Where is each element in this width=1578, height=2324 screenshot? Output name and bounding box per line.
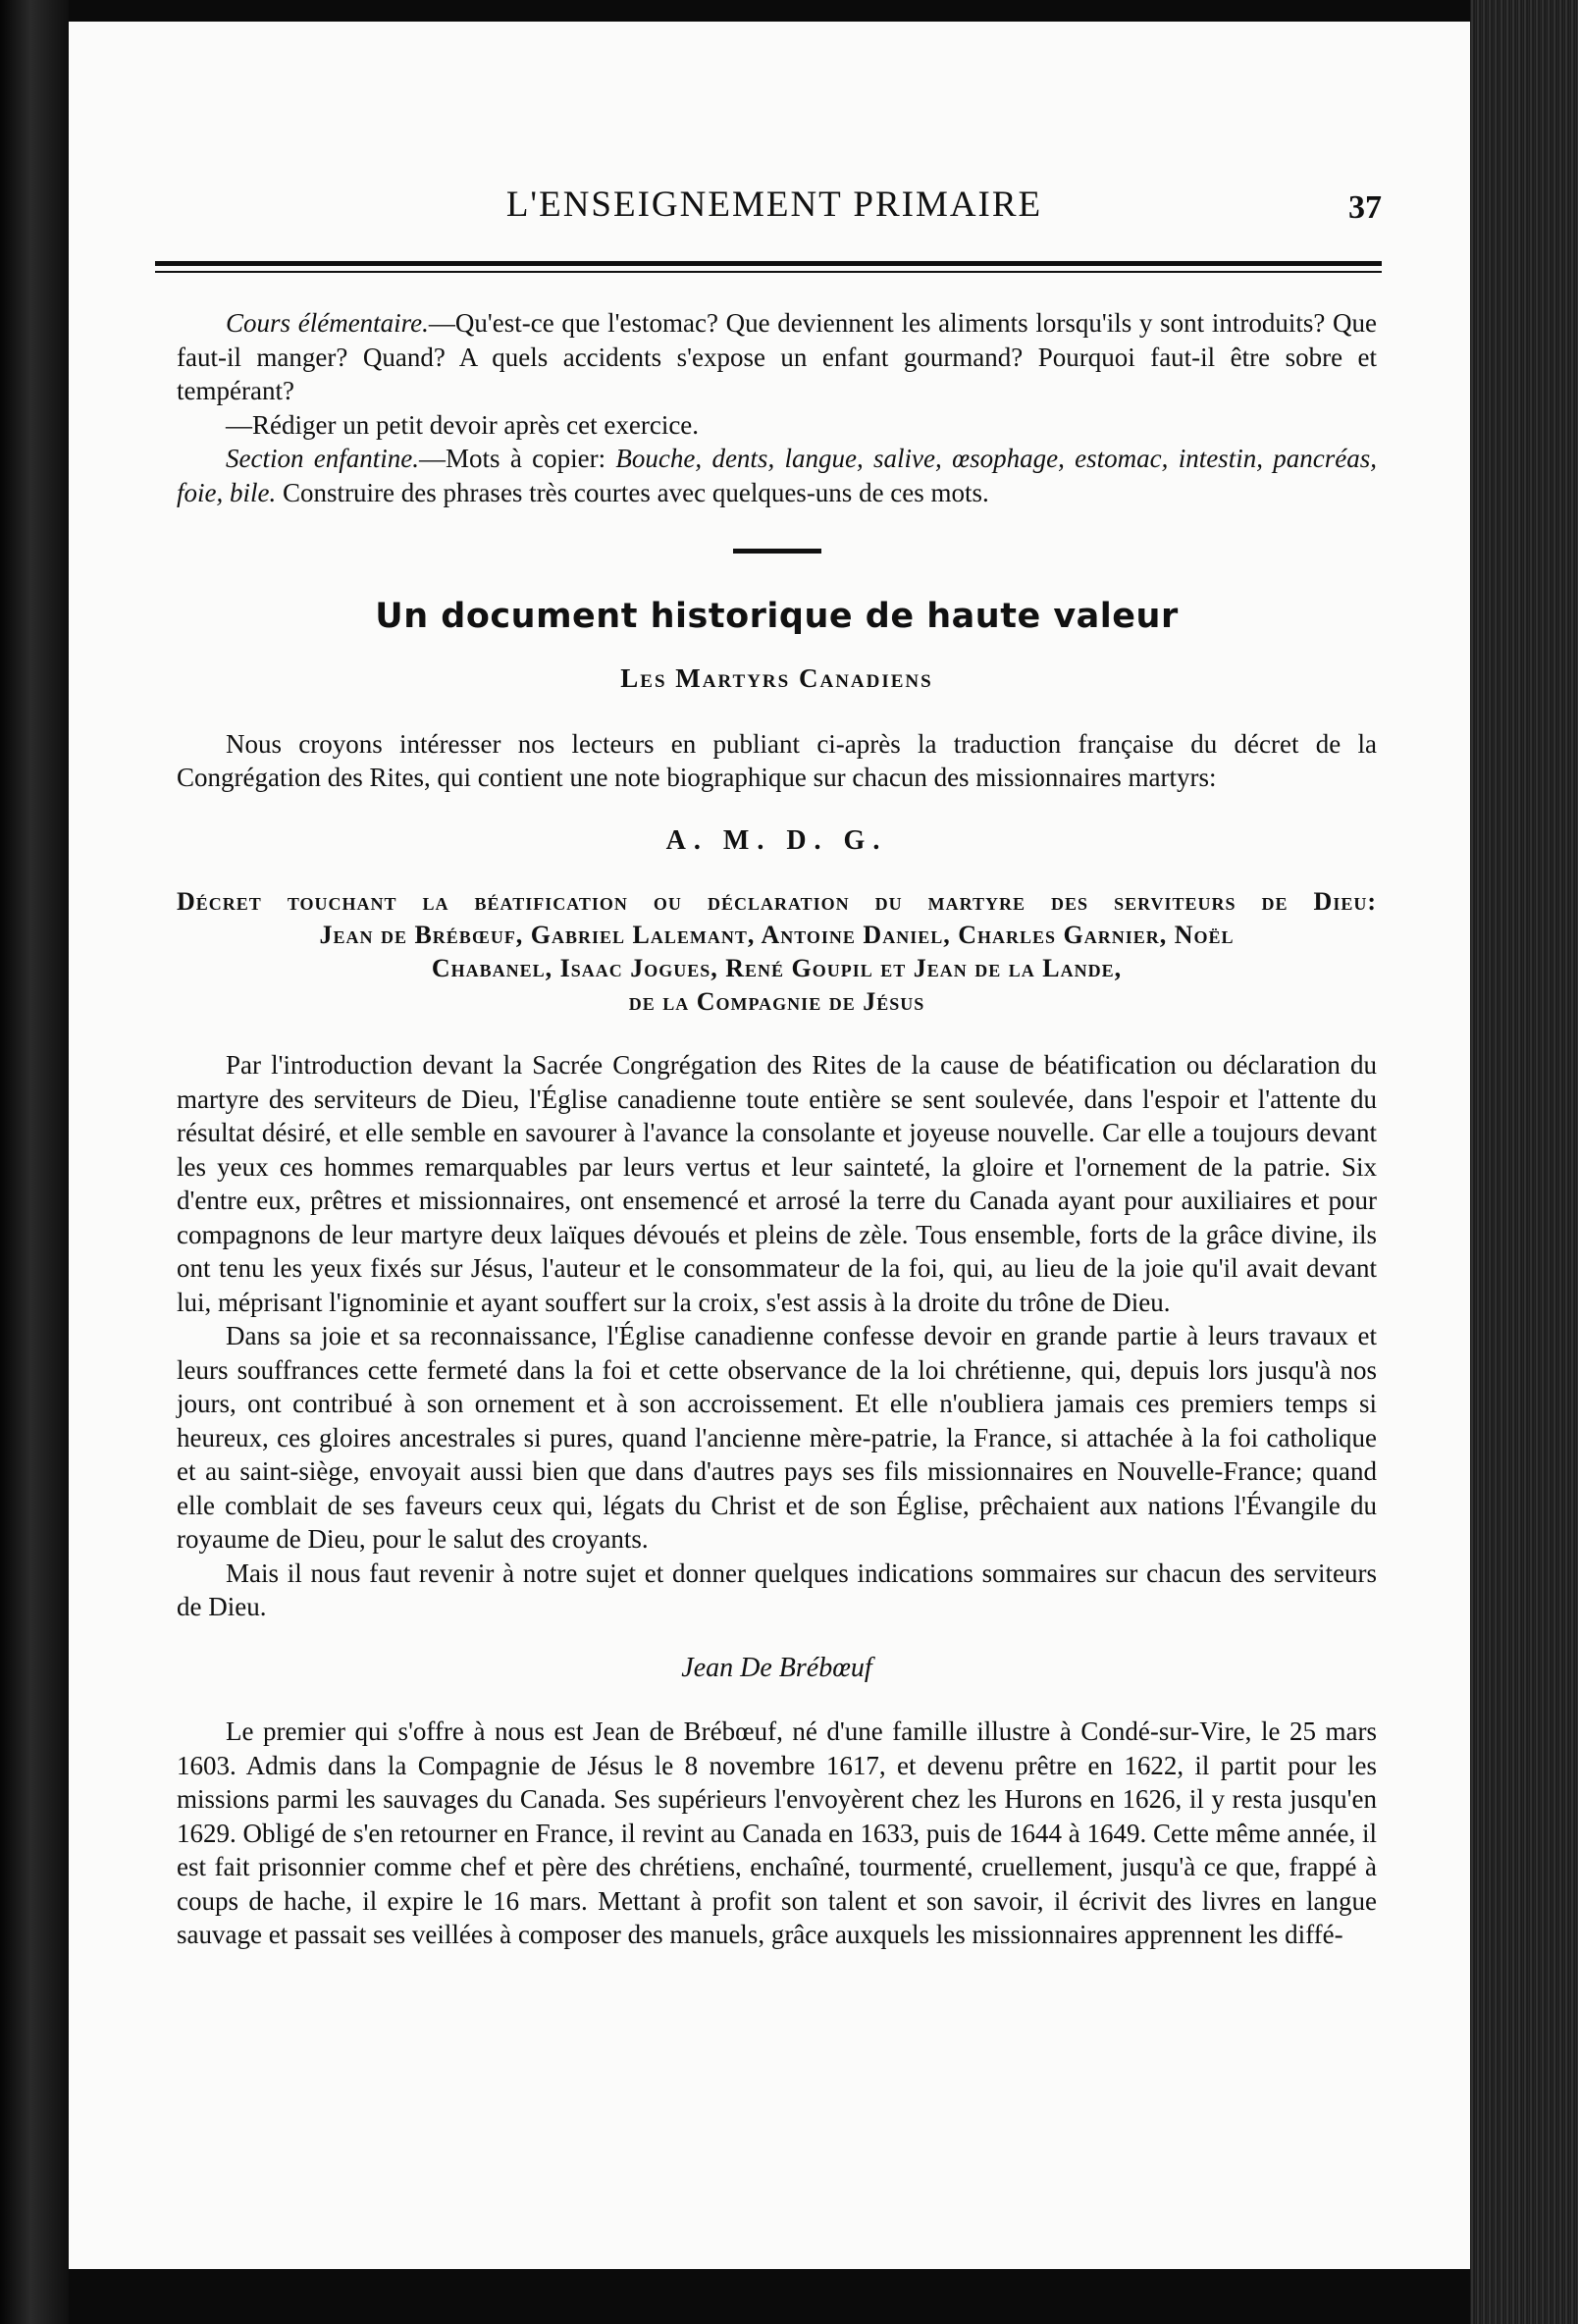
- body-paragraph-4: Le premier qui s'offre à nous est Jean de Brébœuf, né d'une famille illustre à Condé-sur-Vire, le 25 mars 1603. Admis dans la Compagnie de Jésus le 8 novembre 1617, et devenu prêtre en 1622, il partit pour les missions parmi les sauvages du Canada. Ses supérieurs l'envoyèrent chez les Hurons en 1626, il y resta jusqu'en 1629. Obligé de s'en retourner en France, il revint au Canada en 1633, puis de 1644 à 1649. Cette même année, il est fait prisonnier comme chef et père des chrétiens, enchaîné, tourmenté, cruellement, jusqu'à ce que, frappé à coups de hache, il expire le 16 mars. Mettant à profit son talent et son savoir, il écrivit des livres en langue sauvage et passait ses veillées à composer des manuels, grâce auxquels les missionnaires apprennent les diffé-: [177, 1717, 1377, 1949]
- decree-line-2: Jean de Brébœuf, Gabriel Lalemant, Antoine Daniel, Charles Garnier, Noël: [319, 921, 1235, 949]
- body-paragraph-3: Mais il nous faut revenir à notre sujet et donner quelques indications sommaires sur chacun des serviteurs de Dieu.: [177, 1558, 1377, 1621]
- body-paragraph-1: Par l'introduction devant la Sacrée Congrégation des Rites de la cause de béatification ou déclaration du martyre des serviteurs de Dieu, l'Église canadienne toute entière se sent soulevée, dans l'espoir et l'attente du résultat désiré, et elle semble en savourer à l'avance la consolante et joyeuse nouvelle. Car elle a toujours devant les yeux ces hommes remarquables par leurs vertus et leur sainteté, la gloire et l'ornement de la patrie. Six d'entre eux, prêtres et missionnaires, ont ensemencé et arrosé la terre du Canada ayant pour auxiliaires et pour compagnons de leur martyre deux laïques dévoués et pleins de zèle. Tous ensemble, forts de la grâce divine, ils ont tenu les yeux fixés sur Jésus, l'auteur et le consommateur de la foi, qui, au lieu de la joie qu'il avait devant lui, méprisant l'ignominie et ayant souffert sur la croix, s'est assis à la droite du trône de Dieu.: [177, 1050, 1377, 1317]
- exercise-text-3b: Construire des phrases très courtes avec quelques-uns de ces mots.: [276, 477, 989, 507]
- decree-heading: [177, 885, 1377, 1019]
- header-rule-thick: [155, 261, 1382, 266]
- exercise-paragraph-3: [177, 442, 1377, 509]
- running-title: L'ENSEIGNEMENT PRIMAIRE: [505, 185, 1043, 225]
- header-rule: [155, 261, 1382, 273]
- exercise-text-1: —Qu'est-ce que l'estomac? Que deviennent les aliments lorsqu'ils y sont introduits? Que faut-il manger? Quand? A quels accidents s'expose un enfant gourmand? Pourquoi faut-il être sobre et tempérant?: [177, 308, 1377, 405]
- intro-paragraph: Nous croyons intéresser nos lecteurs en publiant ci-après la traduction française du décret de la Congrégation des Rites, qui contient une note biographique sur chacun des missionnaires martyrs:: [177, 728, 1377, 792]
- section-heading-brebeuf: Jean De Brébœuf: [681, 1652, 872, 1683]
- book-binding-left: [0, 0, 69, 2324]
- book-page: [69, 22, 1470, 2269]
- decree-line-1: Décret touchant la béatification ou déclaration du martyre des serviteurs de Dieu:: [177, 887, 1377, 916]
- article-title: Un document historique de haute valeur: [375, 597, 1179, 636]
- exercise-words: Bouche, dents, langue, salive, œsophage, estomac, intestin, pancréas, foie, bile.: [177, 444, 1377, 507]
- article-body: [177, 1048, 1377, 1624]
- exercise-paragraph-2: [177, 408, 1377, 443]
- header-rule-thin: [155, 271, 1382, 273]
- running-head: [167, 184, 1382, 242]
- exercise-text-3a: —Mots à copier:: [419, 444, 616, 473]
- article-subtitle: Les Martyrs Canadiens: [620, 663, 933, 693]
- amdg-heading: A. M. D. G.: [665, 824, 888, 856]
- exercise-label-enfantine: Section enfantine.: [226, 444, 420, 473]
- page-content: [177, 306, 1377, 1952]
- exercise-label-elementaire: Cours élémentaire.: [226, 308, 429, 338]
- decree-line-3: Chabanel, Isaac Jogues, René Goupil et Jean de la Lande,: [431, 954, 1123, 982]
- exercise-paragraph-1: [177, 306, 1377, 408]
- decree-line-4: de la Compagnie de Jésus: [628, 987, 925, 1016]
- body-paragraph-2: Dans sa joie et sa reconnaissance, l'Église canadienne confesse devoir en grande partie à leurs travaux et leurs souffrances cette fermeté dans la foi et cette observance de la loi chrétienne, qui, depuis lors jusqu'à nos jours, ont contribué à son ornement et à son accroissement. Et elle n'oubliera jamais ces premiers temps si heureux, ces gloires ancestrales si pures, quand l'ancienne mère-patrie, la France, si attachée à la foi catholique et au saint-siège, envoyait aussi bien que dans d'autres pays ses fils missionnaires en Nouvelle-France; quand elle comblait de ses faveurs ceux qui, légats du Christ et de son Église, prêchaient aux nations l'Évangile du royaume de Dieu, pour le salut des croyants.: [177, 1321, 1377, 1554]
- page-edges-right: [1470, 0, 1578, 2324]
- exercise-text-2: —Rédiger un petit devoir après cet exercice.: [226, 409, 700, 440]
- page-number: 37: [1348, 189, 1382, 226]
- section-divider: [733, 549, 821, 554]
